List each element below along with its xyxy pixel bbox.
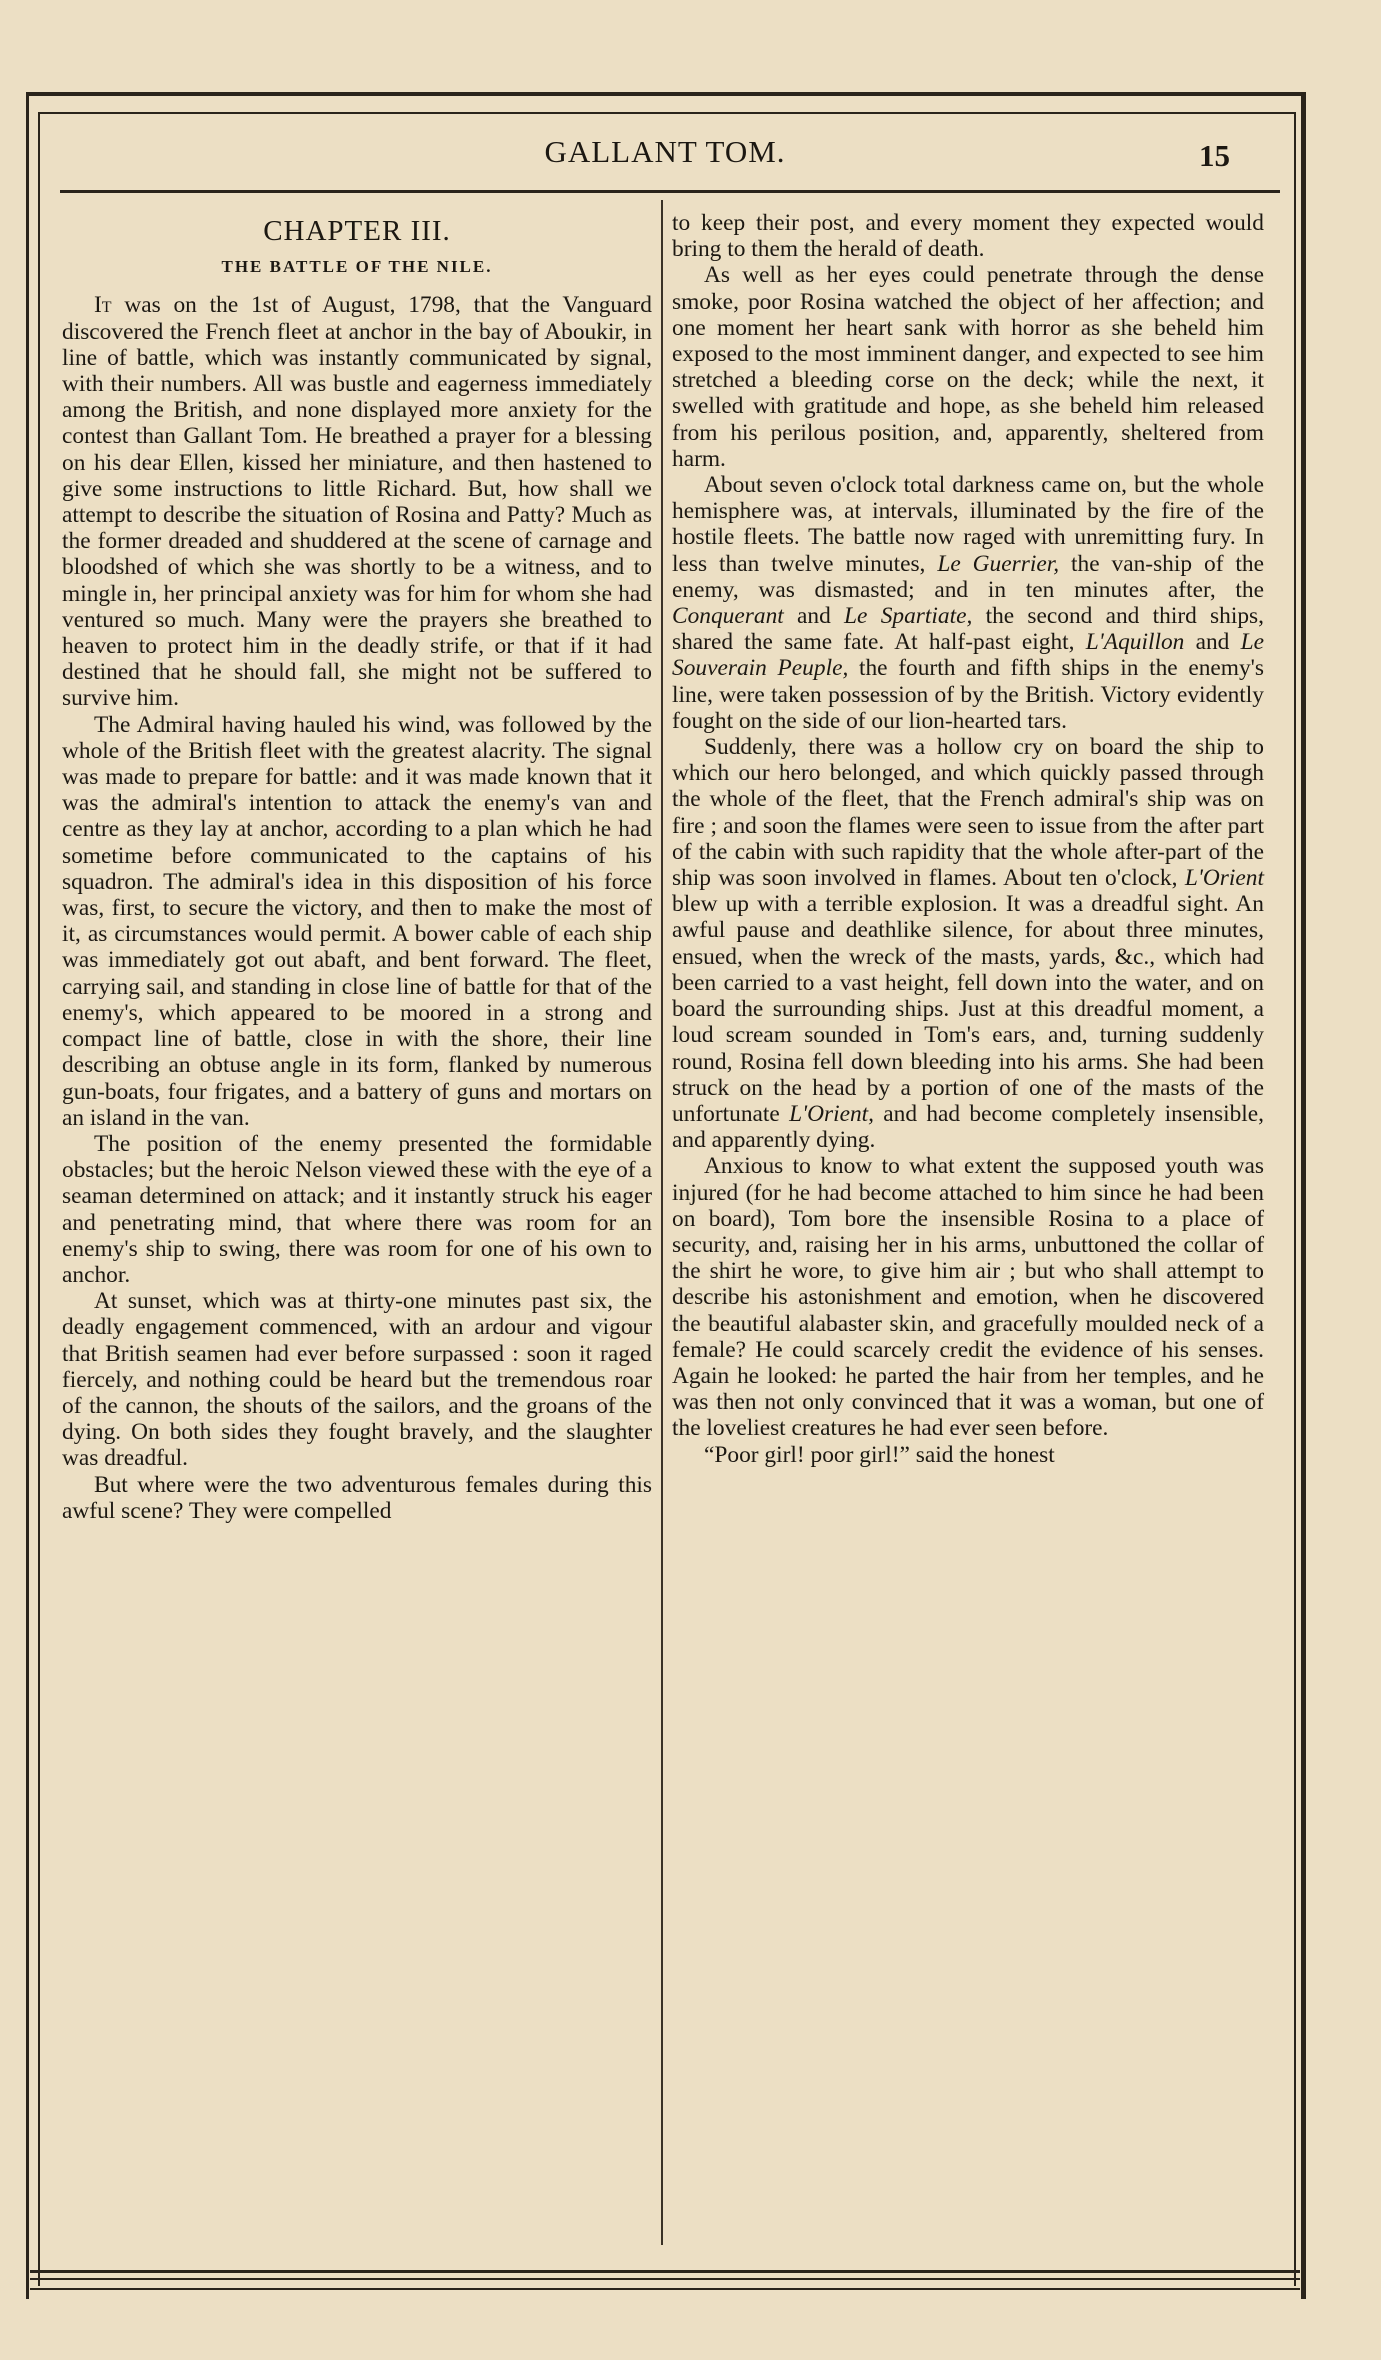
right-column	[672, 210, 1264, 1468]
ship-name: Conquerant	[672, 603, 784, 630]
bottom-rule	[30, 2270, 1300, 2280]
paragraph-text: About seven o'clock total darkness came on, but the whole hemisphere was, at intervals, illuminated by the fire of the hostile fleets. The battle now raged with unremitting fury. In less than twelve minutes,	[672, 472, 1264, 577]
paragraph-text: and had become completely insensible, and apparently dying.	[672, 1100, 1264, 1154]
bottom-rule-secondary	[30, 2288, 1300, 2290]
ship-name: L'Orient,	[789, 1100, 875, 1127]
ship-name: Le Spartiate,	[844, 603, 973, 630]
paragraph: At sunset, which was at thirty-one minutes past six, the deadly engagement commenced, with an ardour and vigour that British seamen had ever before surpassed : soon it raged fiercely, and nothing could be heard but the tremendous roar of the cannon, the shouts of the sailors, and the groans of the dying. On both sides they fought bravely, and the slaughter was dreadful.	[62, 1288, 652, 1472]
paragraph: As well as her eyes could penetrate through the dense smoke, poor Rosina watched the object of her affection; and one moment her heart sank with horror as she beheld him exposed to the most imminent danger, and expected to see him stretched a bleeding corse on the deck; while the next, it swelled with gratitude and hope, as she beheld him released from his perilous position, and, apparently, sheltered from harm.	[672, 262, 1264, 472]
paragraph-text: and	[1184, 629, 1241, 656]
paragraph-lead-word: It	[94, 292, 112, 319]
paragraph: The position of the enemy presented the formidable obstacles; but the heroic Nelson viewed these with the eye of a seaman determined on attack; and it instantly struck his eager and penetrating mind, that where there was room for an enemy's ship to swing, there was room for one of his own to anchor.	[62, 1130, 652, 1288]
left-column	[62, 210, 652, 1524]
ship-name: Le Souverain Peuple,	[672, 629, 1264, 682]
paragraph-text: Suddenly, there was a hollow cry on board the ship to which our hero belonged, and which quickly passed through the whole of the fleet, that the French admiral's ship was on fire ; and soon the flames were seen to issue from the after part of the cabin with such rapidity that the whole after-part of the ship was soon involved in flames. About ten o'clock,	[672, 734, 1264, 892]
ship-name: L'Aquillon	[1085, 629, 1185, 656]
paragraph: But where were the two adventurous females during this awful scene? They were compelled	[62, 1471, 652, 1524]
ship-name: L'Orient	[1184, 865, 1264, 892]
paragraph-text: the fourth and fifth ships in the enemy's line, were taken possession of by the British. Victory evidently fought on the side of our lion-hearted tars.	[672, 655, 1264, 734]
column-divider	[661, 200, 663, 2245]
chapter-title: CHAPTER III.	[263, 215, 451, 247]
paragraph	[62, 292, 652, 711]
paragraph-text: was on the 1st of August, 1798, that the Vanguard discovered the French fleet at anchor in the bay of Aboukir, in line of battle, which was instantly communicated by signal, with their numbers. All was bustle and eagerness immediately among the British, and none displayed more anxiety for the contest than Gallant Tom. He breathed a prayer for a blessing on his dear Ellen, kissed her miniature, and then hastened to give some instructions to little Richard. But, how shall we attempt to describe the situation of Rosina and Patty? Much as the former dreaded and shuddered at the scene of carnage and bloodshed of which she was shortly to be a witness, and to mingle in, her principal anxiety was for him for whom she had ventured so much. Many were the prayers she breathed to heaven to protect him in the deadly strife, or that if it had destined that he should fall, she might not be suffered to survive him.	[62, 292, 652, 712]
paragraph: The Admiral having hauled his wind, was followed by the whole of the British fleet with the greatest alacrity. The signal was made to prepare for battle: and it was made known that it was the admiral's intention to attack the enemy's van and centre as they lay at anchor, according to a plan which he had sometime before communicated to the captains of his squadron. The admiral's idea in this disposition of his force was, first, to secure the victory, and then to make the most of it, as circumstances would permit. A bower cable of each ship was immediately got out abaft, and bent forward. The fleet, carrying sail, and standing in close line of battle for that of the enemy's, which appeared to be moored in a strong and compact line of battle, close in with the shore, their line describing an obtuse angle in its form, flanked by numerous gun-boats, four frigates, and a battery of guns and mortars on an island in the van.	[62, 711, 652, 1131]
chapter-subtitle: THE BATTLE OF THE NILE.	[221, 257, 493, 277]
page-number: 15	[1199, 138, 1230, 173]
paragraph-continued: to keep their post, and every moment they expected would bring to them the herald of death.	[672, 210, 1264, 263]
paragraph-text: and	[783, 603, 845, 630]
paragraph-text: the van-ship of the enemy, was dismasted; and in ten minutes after, the	[672, 550, 1264, 603]
paragraph: “Poor girl! poor girl!” said the honest	[704, 1441, 1055, 1468]
paragraph	[672, 734, 1264, 1153]
page-header	[40, 130, 1290, 186]
running-title: GALLANT TOM.	[544, 134, 786, 169]
ship-name: Le Guerrier,	[937, 550, 1060, 577]
header-rule	[60, 190, 1280, 193]
paragraph-text: the second and third ships, shared the same fate. At half-past eight,	[672, 603, 1264, 656]
paragraph: Anxious to know to what extent the supposed youth was injured (for he had become attached to him since he had been on board), Tom bore the insensible Rosina to a place of security, and, raising her in his arms, unbuttoned the collar of the shirt he wore, to give him air ; but who shall attempt to describe his astonishment and emotion, when he discovered the beautiful alabaster skin, and gracefully moulded neck of a female? He could scarcely credit the evidence of his senses. Again he looked: he parted the hair from her temples, and he was then not only convinced that it was a woman, but one of the loveliest creatures he had ever seen before.	[672, 1153, 1264, 1442]
paragraph-text: blew up with a terrible explosion. It was a dreadful sight. An awful pause and deathlike silence, for about three minutes, ensued, when the wreck of the masts, yards, &c., which had been carried to a vast height, fell down into the water, and on board the surrounding ships. Just at this dreadful moment, a loud scream sounded in Tom's ears, and, turning suddenly round, Rosina fell down bleeding into his arms. She had been struck on the head by a portion of one of the masts of the unfortunate	[672, 891, 1264, 1127]
paragraph	[672, 472, 1264, 734]
